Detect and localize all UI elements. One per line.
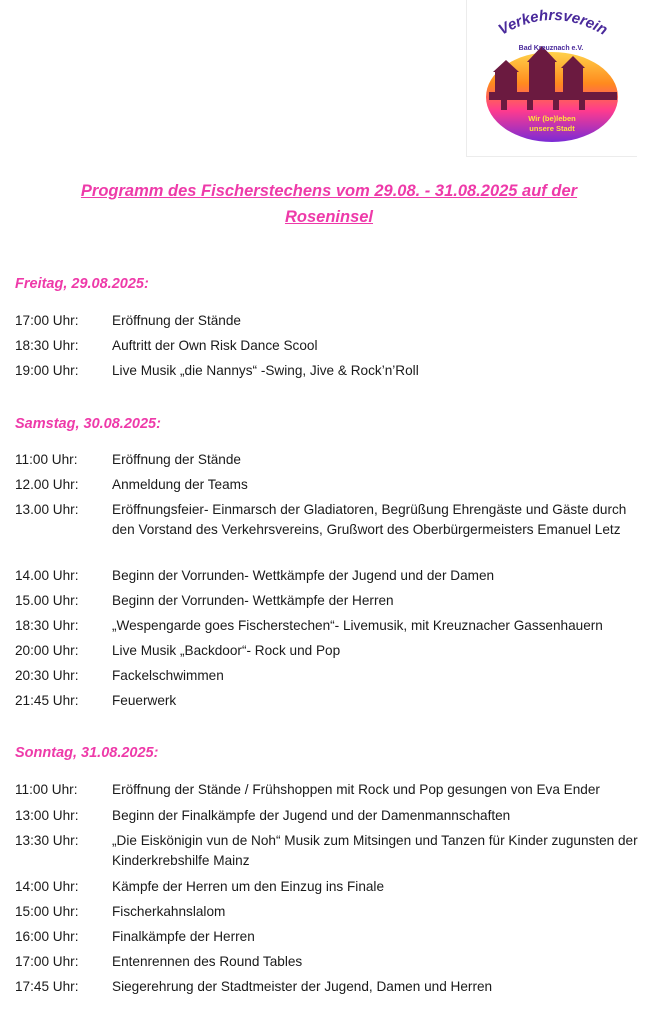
logo-city-text: Bad Kreuznach e.V.: [518, 45, 584, 52]
logo-graphic: [467, 0, 637, 156]
event-time: 15:00 Uhr:: [15, 904, 79, 919]
day-heading: Sonntag, 31.08.2025:: [15, 745, 159, 761]
event-description: Auftritt der Own Risk Dance Scool: [112, 338, 318, 353]
day-heading: Freitag, 29.08.2025:: [15, 276, 149, 292]
event-description: Eröffnung der Stände / Frühshoppen mit Rock und Pop gesungen von Eva Ender: [112, 782, 600, 797]
event-description: Eröffnung der Stände: [112, 313, 241, 328]
event-description: Siegerehrung der Stadtmeister der Jugend, Damen und Herren: [112, 979, 493, 994]
event-description: Live Musik „Backdoor“- Rock und Pop: [112, 643, 341, 658]
event-time: 15.00 Uhr:: [15, 593, 79, 608]
event-description: Feuerwerk: [112, 693, 177, 708]
event-description: Eröffnungsfeier- Einmarsch der Gladiatoren, Begrüßung Ehrengäste und Gäste durch den Vorstand des Verkehrsvereins, Grußwort des Oberbürgermeisters Emanuel Letz: [112, 502, 627, 537]
event-time: 14.00 Uhr:: [15, 568, 79, 583]
event-time: 12.00 Uhr:: [15, 477, 79, 492]
event-time: 17:00 Uhr:: [15, 954, 79, 969]
logo-slogan-line2: unsere Stadt: [529, 124, 575, 133]
event-description: „Die Eiskönigin vun de Noh“ Musik zum Mitsingen und Tanzen für Kinder zugunsten der Kinderkrebshilfe Mainz: [112, 833, 638, 868]
event-description: Kämpfe der Herren um den Einzug ins Finale: [112, 879, 385, 894]
event-description: Beginn der Vorrunden- Wettkämpfe der Jugend und der Damen: [112, 568, 495, 583]
event-time: 18:30 Uhr:: [15, 618, 79, 633]
event-description: Eröffnung der Stände: [112, 452, 241, 467]
event-time: 13:00 Uhr:: [15, 808, 79, 823]
event-time: 11:00 Uhr:: [15, 452, 78, 467]
event-time: 16:00 Uhr:: [15, 929, 79, 944]
logo-name-text: Verkehrsverein: [495, 6, 611, 39]
event-time: 18:30 Uhr:: [15, 338, 79, 353]
event-time: 20:00 Uhr:: [15, 643, 79, 658]
event-description: Finalkämpfe der Herren: [112, 929, 255, 944]
event-description: Live Musik „die Nannys“ -Swing, Jive & Rock’n’Roll: [112, 363, 419, 378]
event-time: 21:45 Uhr:: [15, 693, 79, 708]
event-time: 19:00 Uhr:: [15, 363, 79, 378]
event-time: 17:00 Uhr:: [15, 313, 79, 328]
day-heading: Samstag, 30.08.2025:: [15, 416, 161, 432]
event-time: 20:30 Uhr:: [15, 668, 79, 683]
event-time: 13:30 Uhr:: [15, 833, 79, 848]
page-title: Programm des Fischerstechens vom 29.08. - 31.08.2025 auf der Roseninsel: [80, 182, 578, 226]
event-description: Beginn der Finalkämpfe der Jugend und der Damenmannschaften: [112, 808, 511, 823]
event-description: Anmeldung der Teams: [112, 477, 248, 492]
verkehrsverein-logo: [466, 0, 637, 157]
event-description: „Wespengarde goes Fischerstechen“- Livemusik, mit Kreuznacher Gassenhauern: [112, 618, 603, 633]
event-time: 13.00 Uhr:: [15, 502, 79, 517]
event-description: Fischerkahnslalom: [112, 904, 226, 919]
event-time: 11:00 Uhr:: [15, 782, 78, 797]
logo-slogan-line1: Wir (be)leben: [528, 114, 576, 123]
event-description: Beginn der Vorrunden- Wettkämpfe der Herren: [112, 593, 394, 608]
event-description: Fackelschwimmen: [112, 668, 224, 683]
event-time: 14:00 Uhr:: [15, 879, 79, 894]
event-description: Entenrennen des Round Tables: [112, 954, 303, 969]
event-time: 17:45 Uhr:: [15, 979, 79, 994]
